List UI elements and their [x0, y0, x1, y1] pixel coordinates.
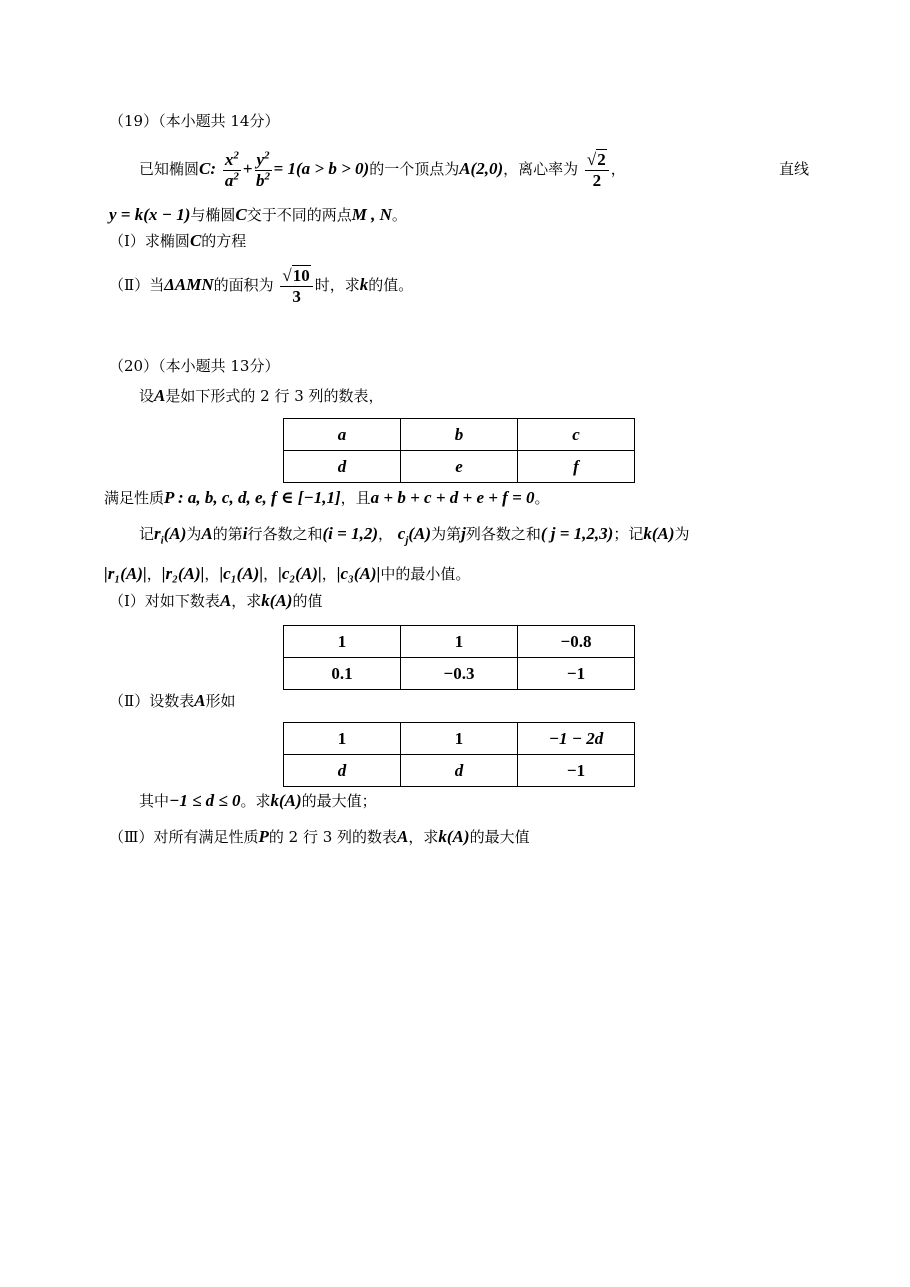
- table-row: [284, 626, 635, 658]
- table-cell: d: [284, 755, 401, 787]
- q20-part1: （Ⅰ）对如下数表A，求k(A)的值: [109, 591, 323, 610]
- table-cell: b: [401, 419, 518, 451]
- table-cell: f: [518, 451, 635, 483]
- table-row: [284, 419, 635, 451]
- q19-line-word: 直线: [779, 160, 810, 178]
- q19-intro-mid: 的一个顶点为: [369, 160, 460, 178]
- q20-abs-list: |r₁(A)|，|r₂(A)|，|c₁(A)|，|c₂(A)|，|c₃(A)|中的最小值。: [104, 564, 471, 583]
- table-row: [284, 755, 635, 787]
- table-row: [284, 658, 635, 690]
- q19-header: （19）（本小题共 14分）: [109, 112, 280, 130]
- points-MN: M , N: [351, 205, 392, 224]
- table-cell: 1: [401, 723, 518, 755]
- q19-intro-prefix: 已知椭圆: [139, 160, 200, 178]
- table-cell: −0.8: [518, 626, 635, 658]
- table-cell: −1: [518, 658, 635, 690]
- table-row: [284, 723, 635, 755]
- table-cell: 1: [284, 723, 401, 755]
- table-cell: d: [401, 755, 518, 787]
- q20-part3: （Ⅲ）对所有满足性质P的 2 行 3 列的数表A，求k(A)的最大值: [109, 827, 530, 846]
- q19-line-statement: y = k(x − 1)与椭圆C交于不同的两点M , N。: [109, 205, 407, 224]
- vertex-A: A(2,0): [459, 159, 504, 178]
- triangle-AMN: ΔAMN: [164, 275, 214, 294]
- q20-definitions: 记$r_i(A)$为A的第i行各数之和(i = 1,2)， $c_j(A)$为第j列各数之和( j = 1,2,3)；记k(A)为: [139, 524, 690, 547]
- table-cell: 1: [284, 626, 401, 658]
- frac-sqrt2-2: $\frac{√2}{2}$: [585, 150, 609, 191]
- table-row: [284, 451, 635, 483]
- q19-intro: 已知椭圆C: $\frac{x^2}{a^2}$ + $\frac{y^2}{b^2}$ = 1(a > b > 0)的一个顶点为A(2,0)，离心率为 $\frac{√2}{2}$ ，: [139, 148, 626, 190]
- table-cell: −0.3: [401, 658, 518, 690]
- q20-property: 满足性质P : a, b, c, d, e, f ∈ [−1,1]，且a + b + c + d + e + f = 0。: [104, 488, 550, 507]
- q19-eccentricity-label: ，离心率为: [503, 160, 579, 178]
- table-cell: −1 − 2d: [518, 723, 635, 755]
- q19-part2: （Ⅱ）当ΔAMN的面积为 $\frac{√10}{3}$ 时，求k的值。: [109, 265, 414, 306]
- table-part2: [283, 722, 635, 787]
- table-cell: e: [401, 451, 518, 483]
- q20-intro: 设A是如下形式的 2 行 3 列的数表，: [139, 386, 384, 405]
- q20-condition: 其中−1 ≤ d ≤ 0。求k(A)的最大值；: [139, 791, 377, 810]
- frac-y2-b2: $\frac{y^2}{b^2}$: [256, 148, 271, 190]
- table-cell: 0.1: [284, 658, 401, 690]
- frac-x2-a2: $\frac{x^2}{a^2}$: [224, 148, 239, 190]
- ellipse-eq-condition: = 1(a > b > 0): [273, 159, 370, 178]
- table-cell: c: [518, 419, 635, 451]
- table-cell: −1: [518, 755, 635, 787]
- sum-condition: a + b + c + d + e + f = 0: [370, 488, 535, 507]
- ellipse-C: C: [199, 159, 211, 178]
- table-part1: [283, 625, 635, 690]
- d-range: −1 ≤ d ≤ 0: [169, 791, 241, 810]
- ellipse-colon: :: [210, 159, 217, 178]
- line-equation: y = k(x − 1): [109, 205, 191, 224]
- table-cell: a: [284, 419, 401, 451]
- frac-sqrt10-3: $\frac{√10}{3}$: [280, 266, 312, 307]
- q20-part2: （Ⅱ）设数表A形如: [109, 691, 236, 710]
- table-cell: d: [284, 451, 401, 483]
- table-cell: 1: [401, 626, 518, 658]
- table-general-form: [283, 418, 635, 483]
- q20-header: （20）（本小题共 13分）: [109, 357, 280, 375]
- q19-part1: （Ⅰ）求椭圆C的方程: [109, 231, 247, 250]
- property-P: P : a, b, c, d, e, f ∈ [−1,1]: [164, 488, 341, 507]
